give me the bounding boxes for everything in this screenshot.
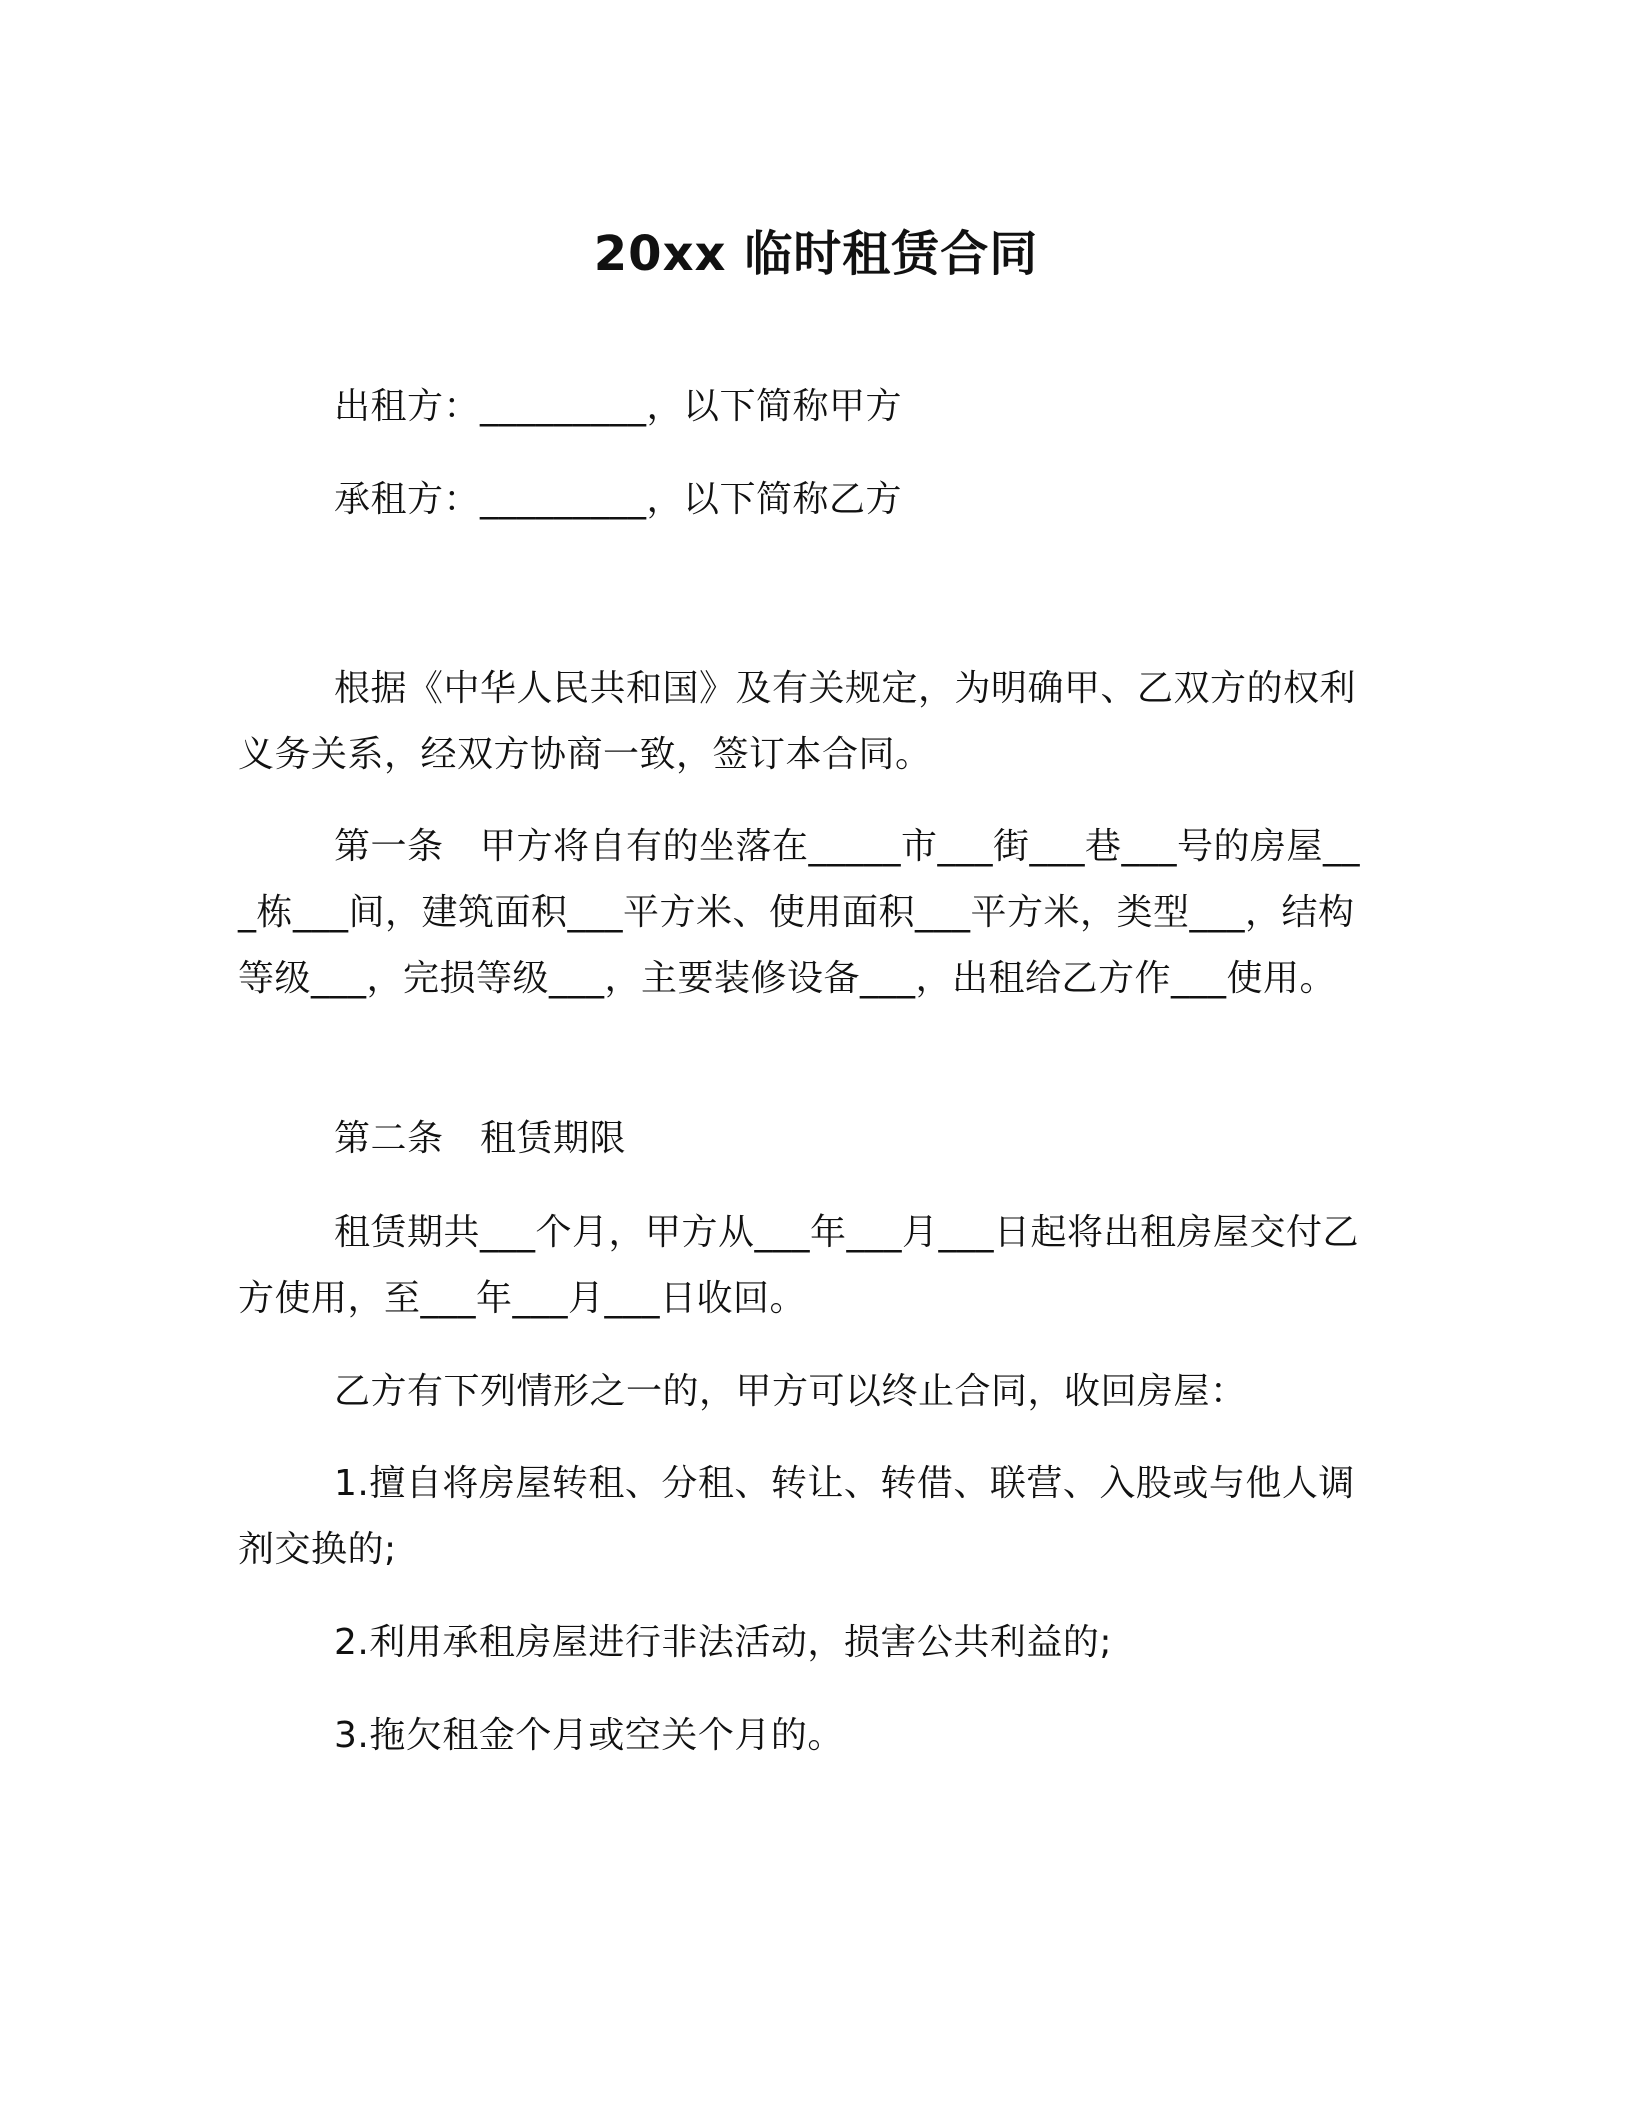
preamble-paragraph: 根据《中华人民共和国》及有关规定，为明确甲、乙双方的权利义务关系，经双方协商一致，签订本合同。	[238, 668, 1357, 775]
lease-term-paragraph: 租赁期共___个月，甲方从___年___月___日起将出租房屋交付乙方使用，至___年___月___日收回。	[238, 1212, 1360, 1319]
lessor-line: 出租方：_________，以下简称甲方	[334, 386, 903, 427]
article-1-paragraph: 第一条 甲方将自有的坐落在_____市___街___巷___号的房屋___栋___间，建筑面积___平方米、使用面积___平方米，类型___，结构等级___，完损等级___，主要装修设备___，出租给乙方作___使用。	[238, 826, 1361, 999]
document-title: 20xx 临时租赁合同	[593, 226, 1039, 282]
termination-item-3: 3.拖欠租金个月或空关个月的。	[334, 1715, 844, 1756]
lessee-line: 承租方：_________，以下简称乙方	[334, 479, 903, 520]
termination-item-1: 1.擅自将房屋转租、分租、转让、转借、联营、入股或与他人调剂交换的;	[238, 1463, 1355, 1570]
termination-item-2: 2.利用承租房屋进行非法活动，损害公共利益的;	[334, 1622, 1112, 1663]
termination-intro: 乙方有下列情形之一的，甲方可以终止合同，收回房屋：	[334, 1371, 1247, 1412]
article-2-heading: 第二条 租赁期限	[334, 1118, 627, 1159]
